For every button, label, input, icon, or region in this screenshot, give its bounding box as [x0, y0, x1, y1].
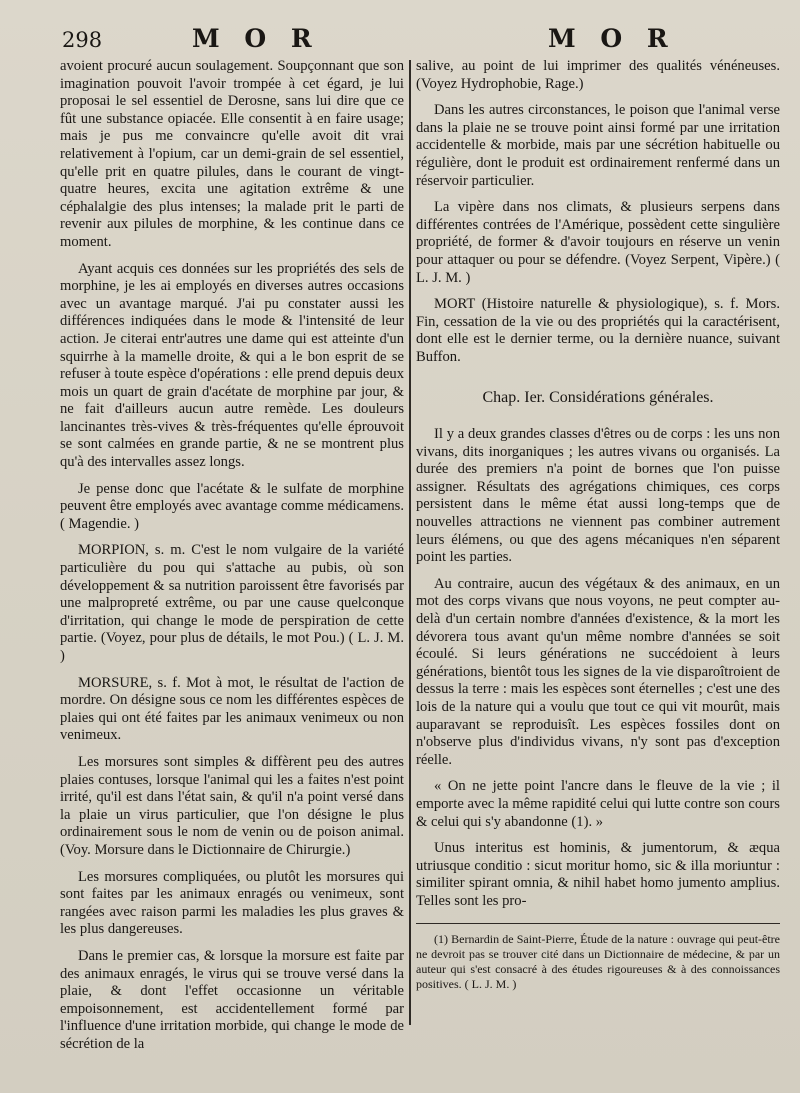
column-divider — [409, 60, 411, 1025]
paragraph: Les morsures compliquées, ou plutôt les morsures qui sont faites par les animaux enragés ou venimeux, sont rangées avec raison parmi les maladies les plus graves & les plus dangereuses. — [60, 868, 404, 938]
right-column — [416, 58, 780, 992]
running-head-right: M O R — [548, 24, 676, 53]
chapter-heading: Chap. Ier. Considérations générales. — [482, 388, 714, 406]
paragraph: Il y a deux grandes classes d'êtres ou de corps : les uns non vivans, dits inorganiques ; les autres vivans ou organisés. La durée des premiers n'a point de bornes que l'on puisse assigner. Résultats des agrégations chimiques, ces corps persistent dans le même état aussi long-temps que de nouvelles attractions ne viennent pas combiner autrement leurs élémens, ou que des agens mécaniques n'en séparent point les parties. — [416, 426, 780, 566]
page-header — [0, 22, 800, 58]
paragraph: La vipère dans nos climats, & plusieurs serpens dans différentes contrées de l'Amérique, possèdent cette singulière propriété, de former & d'avoir toujours en réserve un venin pour attaquer ou pour se défendre. (Voyez Serpent, Vipère.) ( L. J. M. ) — [416, 199, 780, 286]
footnote: (1) Bernardin de Saint-Pierre, Étude de la nature : ouvrage qui peut-être ne devroit pas se trouver cité dans un Dictionnaire de médecine, & par un auteur qui s'est consacré à des études rigoureuses & à des connoissances positives. ( L. J. M. ) — [416, 931, 780, 991]
running-head-left: M O R — [192, 24, 320, 53]
entry-mort: MORT (Histoire naturelle & physiologique), s. f. Mors. Fin, cessation de la vie ou des propriétés qui la caractérisent, dont elle est le dernier terme, ou la dernière nuance, suivant Buffon. — [416, 296, 780, 365]
paragraph: Les morsures sont simples & diffèrent peu des autres plaies contuses, lorsque l'animal qui les a faites n'est point irrité, qu'il est dans l'état sain, & qu'il n'a point versé dans la plaie un virus particulier, que l'on désigne le plus ordinairement sous le nom de venin ou de poison animal. (Voy. Morsure dans le Dictionnaire de Chirurgie.) — [60, 753, 404, 858]
entry-morsure: MORSURE, s. f. Mot à mot, le résultat de l'action de mordre. On désigne sous ce nom les différentes espèces de plaies qui ont été faites par les animaux venimeux ou non venimeux. — [60, 674, 404, 744]
left-column — [60, 58, 404, 1062]
paragraph: Je pense donc que l'acétate & le sulfate de morphine peuvent être employés avec avantage comme médicamens. ( Magendie. ) — [60, 480, 405, 532]
paragraph: salive, au point de lui imprimer des qualités vénéneuses. (Voyez Hydrophobie, Rage.) — [416, 58, 780, 92]
paragraph: avoient procuré aucun soulagement. Soupçonnant que son imagination pouvoit l'avoir trompée à cet égard, je lui proposai le sel essentiel de Derosne, sans lui dire que ce fût une substance opiacée. Elle consentit à en faire usage; mais je pus me convaincre qu'elle avoit dit vrai relativement à l'opium, car un demi-grain de sel essentiel, qu'elle prit en quatre pilules, dans le courant de vingt-quatre heures, excita une agitation extrême & une céphalalgie des plus intenses; la malade prit le parti de revenir aux pilules de morphine, & les continue dans ce moment. — [60, 58, 404, 250]
quotation: « On ne jette point l'ancre dans le fleuve de la vie ; il emporte avec la même rapidité celui qui lutte contre son cours & celui qui s'y abandonne (1). » — [416, 778, 780, 830]
footnote-separator — [416, 923, 780, 924]
entry-morpion: MORPION, s. m. C'est le nom vulgaire de la variété particulière du pou qui s'attache au pubis, où son développement & sa nutrition paroissent être favorisés par une malpropreté extrême, ou par une cause quelconque d'irritation, qui change le mode de perspiration de cette partie. (Voyez, pour plus de détails, le mot Pou.) ( L. J. M. ) — [60, 542, 404, 664]
paragraph: Au contraire, aucun des végétaux & des animaux, en un mot des corps vivans que nous voyons, ne peut compter au-delà d'un certain nombre d'années d'existence, & la mort les dévorera tous avant qu'un même nombre d'années se soit écoulé. Si leurs générations ne succédoient à leurs générations, bientôt tous les signes de la vie disparoîtroient de dessus la terre : mais les espèces sont éternelles ; c'est une des lois de la nature qui a voulu que tout ce qui vit mourût, mais auparavant se reproduisît. Les espèces fossiles dont on n'observe plus d'individus vivans, n'y sont pas d'exception réelle. — [416, 575, 780, 768]
page-number: 298 — [62, 28, 103, 52]
paragraph: Dans le premier cas, & lorsque la morsure est faite par des animaux enragés, le virus qui se trouve versé dans la plaie, & dont l'effet occasionne un véritable empoisonnement, est accidentellement formé par l'influence d'une irritation morbide, qui change le mode de sécrétion de la — [60, 947, 404, 1052]
latin-quotation: Unus interitus est hominis, & jumentorum, & æqua utriusque conditio : sicut moritur homo, sic & illa moriuntur : similiter spirant omnia, & nihil habet homo jumento amplius. Telles sont les pro- — [416, 840, 780, 909]
paragraph: Ayant acquis ces données sur les propriétés des sels de morphine, je les ai employés en diverses autres occasions avec un avantage marqué. J'ai pu constater aussi les différences indiquées dans le mode & l'intensité de leur action. Je citerai entr'autres une dame qui est atteinte d'un squirrhe à la mamelle droite, & qui a le bon esprit de se refuser à toute espèce d'opérations : elle prend depuis deux mois un quart de grain d'acétate de morphine par jour, & ne fait d'ailleurs aucun autre remède. Les douleurs lancinantes très-vives & très-fréquentes qu'elle éprouvoit se sont calmées en grande partie, & ne se montrent plus qu'à des intervalles assez longs. — [60, 260, 404, 471]
paragraph: Dans les autres circonstances, le poison que l'animal verse dans la plaie ne se trouve point ainsi formé par une irritation accidentelle & morbide, mais par une sécrétion habituelle ou régulière, dont le produit est ordinairement renfermé dans un réservoir particulier. — [416, 102, 780, 189]
